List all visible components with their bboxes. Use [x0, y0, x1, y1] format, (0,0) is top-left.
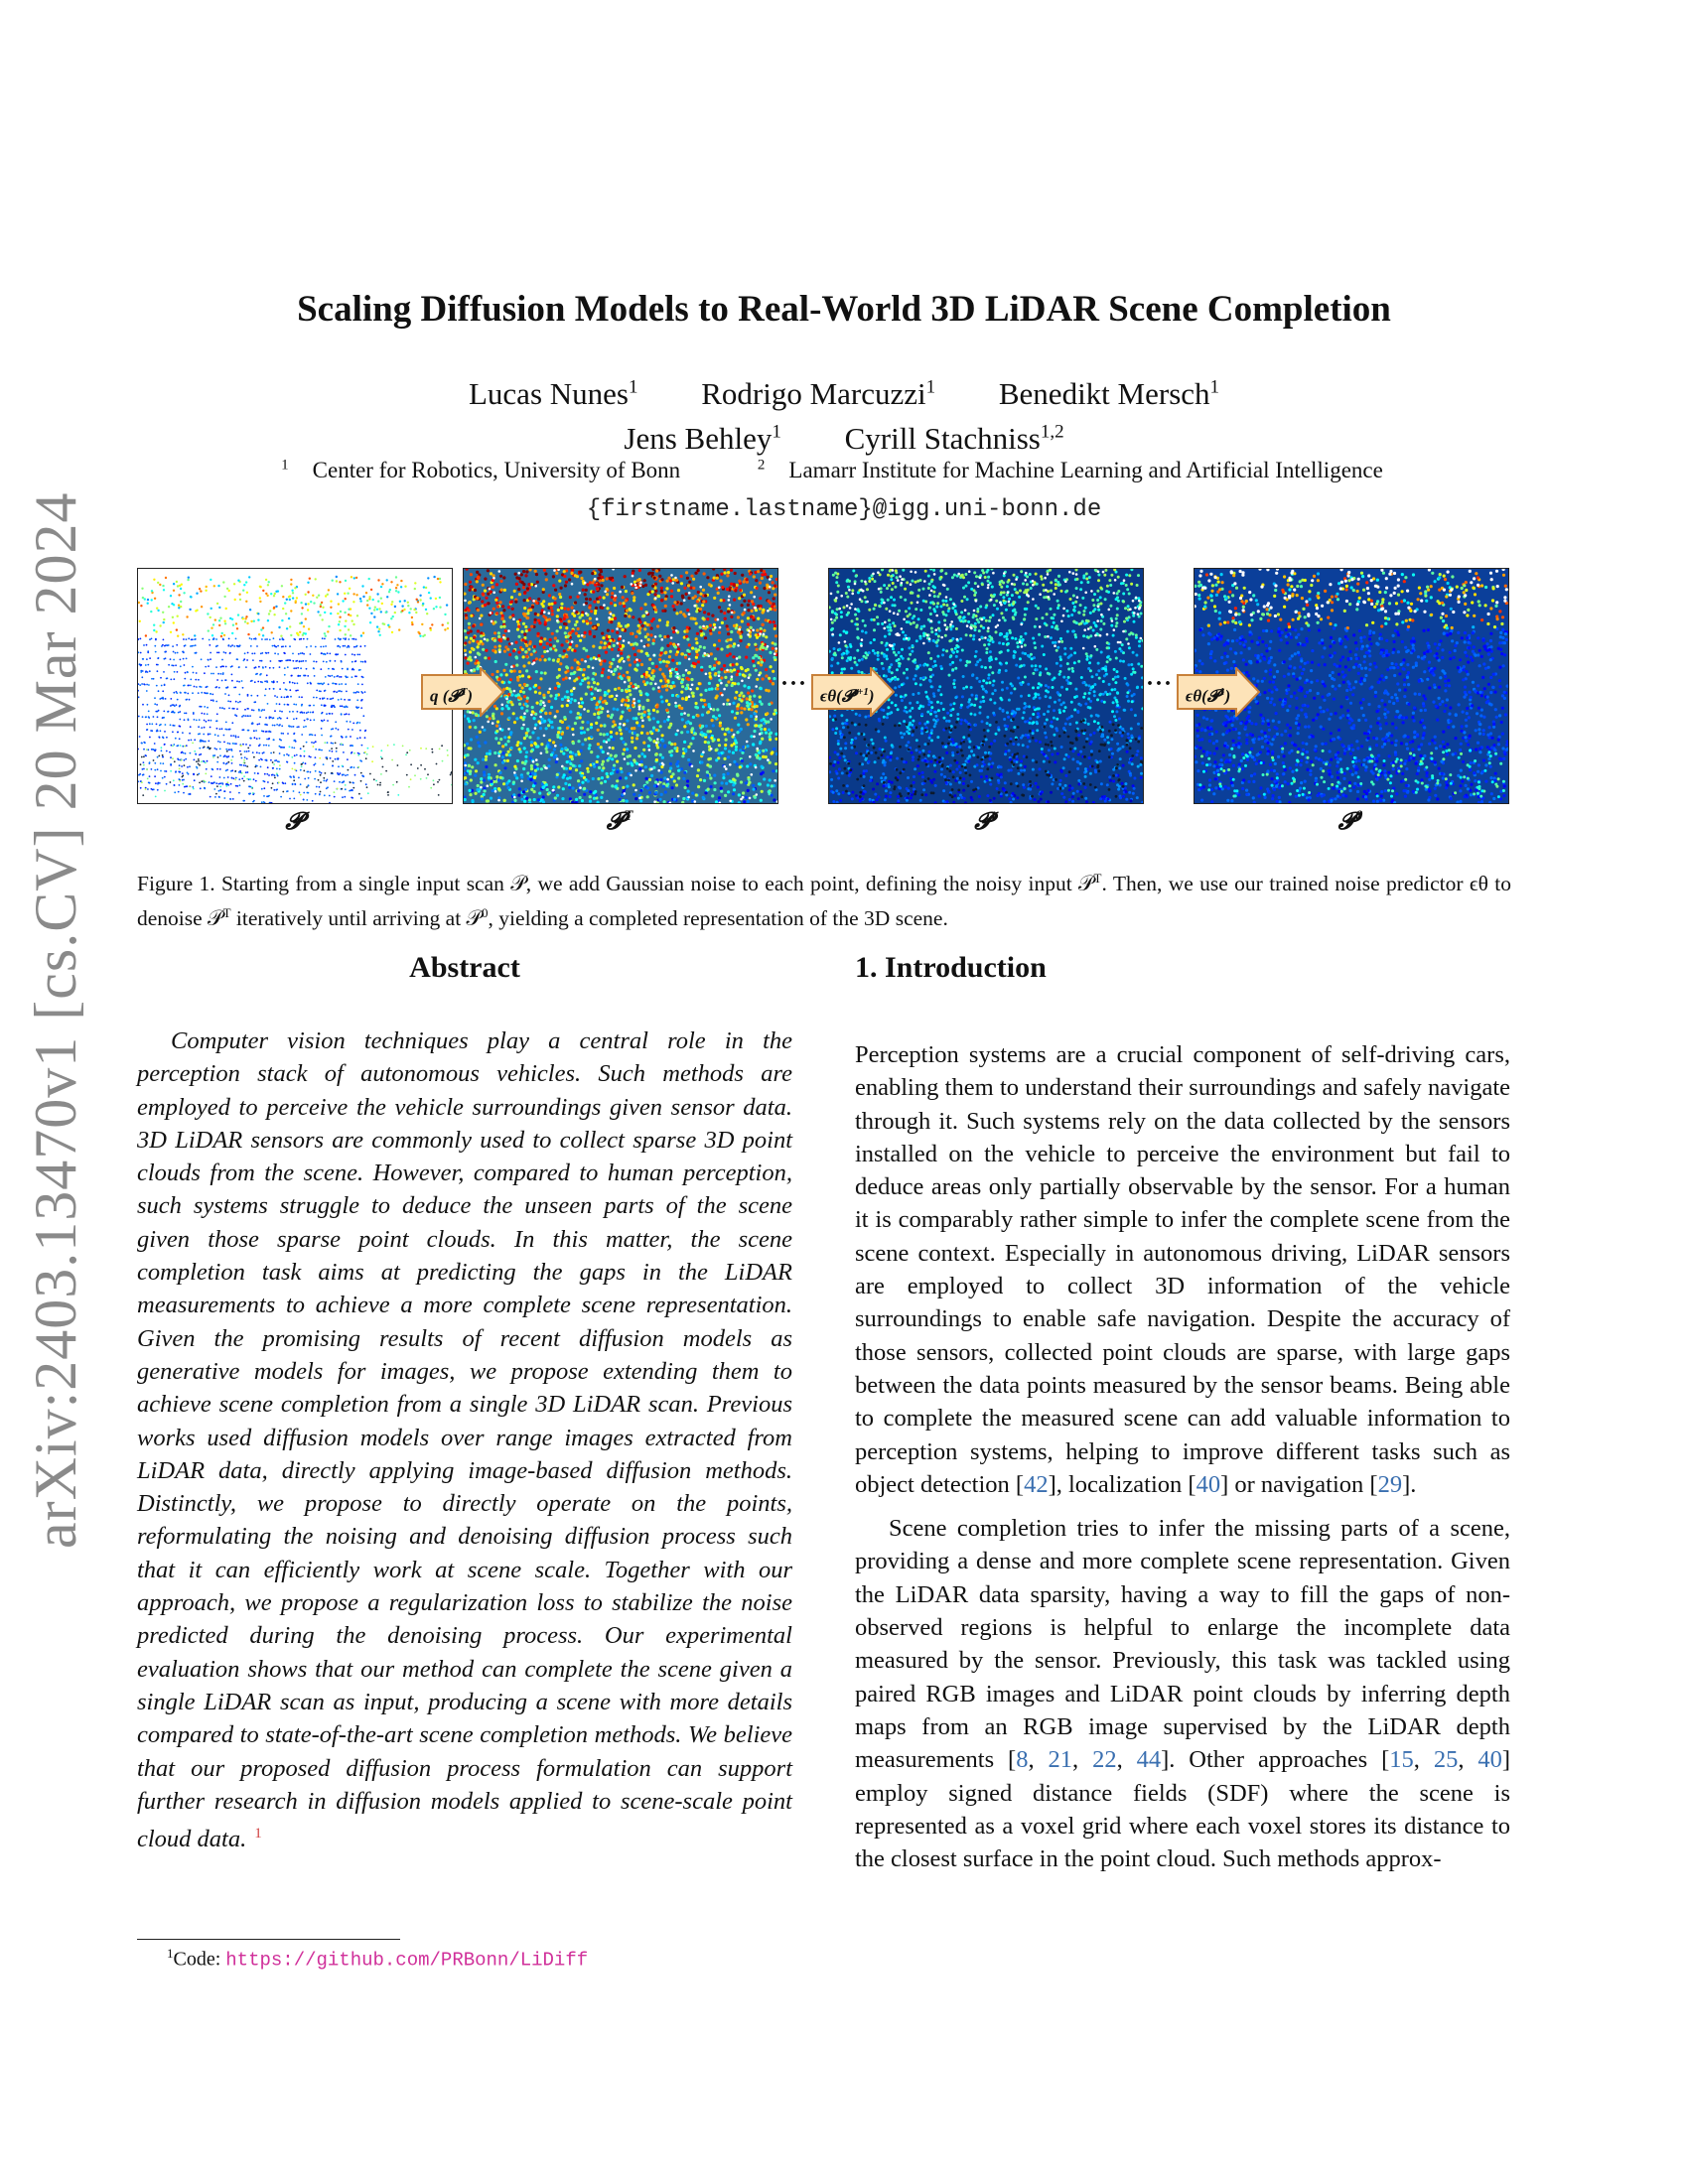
citation-link[interactable]: 40	[1477, 1746, 1502, 1774]
introduction-body	[855, 1038, 1510, 1886]
arrow-label: ϵθ(𝓟$^{t+1}$)	[820, 686, 875, 706]
author-name: Jens Behley$^1$	[624, 420, 781, 456]
affiliations	[0, 457, 1688, 483]
author-name: Benedikt Mersch$^1$	[998, 376, 1220, 412]
arrow-denoise-final	[1177, 667, 1260, 717]
citation-link[interactable]: 44	[1136, 1746, 1162, 1774]
citation-link[interactable]: 21	[1048, 1746, 1073, 1774]
citation-link[interactable]: 15	[1389, 1746, 1414, 1774]
citation-link[interactable]: 42	[1024, 1470, 1049, 1498]
citation-link[interactable]: 22	[1092, 1746, 1117, 1774]
abstract-heading: Abstract	[409, 951, 520, 984]
author-line-1	[0, 369, 1688, 413]
arxiv-identifier: arXiv:2403.13470v1 [cs.CV] 20 Mar 2024	[23, 491, 88, 1549]
arrow-denoise-step	[811, 667, 895, 717]
author-email: {firstname.lastname}@igg.uni-bonn.de	[586, 496, 1102, 523]
author-line-2	[0, 413, 1688, 457]
citation-link[interactable]: 29	[1377, 1470, 1403, 1498]
abstract-text: Computer vision techniques play a central role in the perception stack of autonomous vehicles. Such methods are employed to perceive the vehicle surroundings given sensor data. 3D LiDAR sensors are commonly used to collect sparse 3D point clouds from the scene. However, compared to human perception, such systems struggle to deduce the unseen parts of the scene given those sparse point clouds. In this matter, the scene completion task aims at predicting the gaps in the LiDAR measurements to achieve a more complete scene representation. Given the promising results of recent diffusion models as generative models for images, we propose extending them to achieve scene completion from a single 3D LiDAR scan. Previous works used diffusion models over range images extracted from LiDAR data, directly applying image-based diffusion methods. Distinctly, we propose to directly operate on the points, reformulating the noising and denoising diffusion process such that it can efficiently work at scene scale. Together with our approach, we propose a regularization loss to stabilize the noise predicted during the denoising process. Our experimental evaluation shows that our method can complete the scene given a single LiDAR scan as input, producing a scene with more details compared to state-of-the-art scene completion methods. We believe that our proposed diffusion process formulation can support further research in diffusion models applied to scene-scale point cloud data. $^1$	[137, 1027, 792, 1853]
affiliation-2: $^2$ Lamarr Institute for Machine Learning and Artificial Intelligence	[757, 457, 1383, 482]
author-name: Rodrigo Marcuzzi$^1$	[701, 376, 936, 412]
paper-title: Scaling Diffusion Models to Real-World 3D LiDAR Scene Completion	[297, 289, 1391, 330]
author-list	[0, 369, 1688, 458]
arrow-label: ϵθ(𝓟$^1$)	[1186, 686, 1231, 706]
arrow-forward-noise	[421, 667, 504, 717]
affiliation-1: $^1$ Center for Robotics, University of Bonn	[281, 457, 681, 482]
author-name: Cyrill Stachniss$^{1,2}$	[844, 420, 1064, 456]
footnote-divider	[137, 1939, 400, 1940]
citation-link[interactable]: 8	[1016, 1746, 1029, 1774]
arrow-label: q (𝓟$^T$)	[430, 686, 474, 706]
panel-label-completed: 𝓟$^0$	[1337, 808, 1363, 835]
author-name: Lucas Nunes$^1$	[468, 376, 638, 412]
footnote-marker[interactable]: 1	[254, 1826, 262, 1843]
point-cloud-panel-input	[137, 568, 453, 804]
ellipsis-dots: ···	[1146, 671, 1174, 697]
citation-link[interactable]: 40	[1196, 1470, 1221, 1498]
citation-link[interactable]: 25	[1433, 1746, 1459, 1774]
paragraph: Perception systems are a crucial component of self-driving cars, enabling them to understand their surroundings and safely navigate through it. Such systems rely on the data collected by the sensors installed on the vehicle to perceive the environment but fail to deduce areas only partially observable by the sensor. For a human it is comparably rather simple to infer the complete scene from the scene context. Especially in autonomous driving, LiDAR sensors are employed to collect 3D information of the vehicle surroundings to enable safe navigation. Despite the accuracy of those sensors, collected point clouds are sparse, with large gaps between the data points measured by the sensor beams. Being able to complete the measured scene can add valuable information to perception systems, helping to improve different tasks such as object detection [42], localization [40] or navigation [29].	[855, 1041, 1510, 1498]
paragraph: Scene completion tries to infer the missing parts of a scene, providing a dense and more complete scene representation. Given the LiDAR data sparsity, having a way to fill the gaps of non-observed regions is helpful to enlarge the incomplete data measured by the sensor. Previously, this task was tackled using paired RGB images and LiDAR point clouds by inferring depth maps from an RGB image supervised by the LiDAR depth measurements [8, 21, 22, 44]. Other approaches [15, 25, 40] employ signed distance fields (SDF) where the scene is represented as a voxel grid where each voxel stores its distance to the closest surface in the point cloud. Such methods approx-	[855, 1515, 1511, 1873]
point-cloud-panel-noisy	[463, 568, 778, 804]
footnote: $^1$Code: https://github.com/PRBonn/LiDiff	[167, 1946, 589, 1972]
ellipsis-dots: ···	[780, 671, 808, 697]
figure-1	[137, 568, 1507, 838]
figure-caption: Figure 1. Starting from a single input scan 𝒫, we add Gaussian noise to each point, defining the noisy input 𝒫$^T$. Then, we use our trained noise predictor ϵθ to denoise 𝒫$^T$ iteratively until arriving at 𝒫$^0$, yielding a completed representation of the 3D scene.	[137, 871, 1511, 931]
introduction-heading: 1. Introduction	[855, 951, 1047, 984]
panel-label-input: 𝓟	[285, 809, 303, 835]
code-url-link[interactable]: https://github.com/PRBonn/LiDiff	[225, 1949, 589, 1972]
panel-label-noisy: 𝓟$^T$	[606, 808, 633, 835]
panel-label-intermediate: 𝓟$^t$	[974, 808, 996, 835]
